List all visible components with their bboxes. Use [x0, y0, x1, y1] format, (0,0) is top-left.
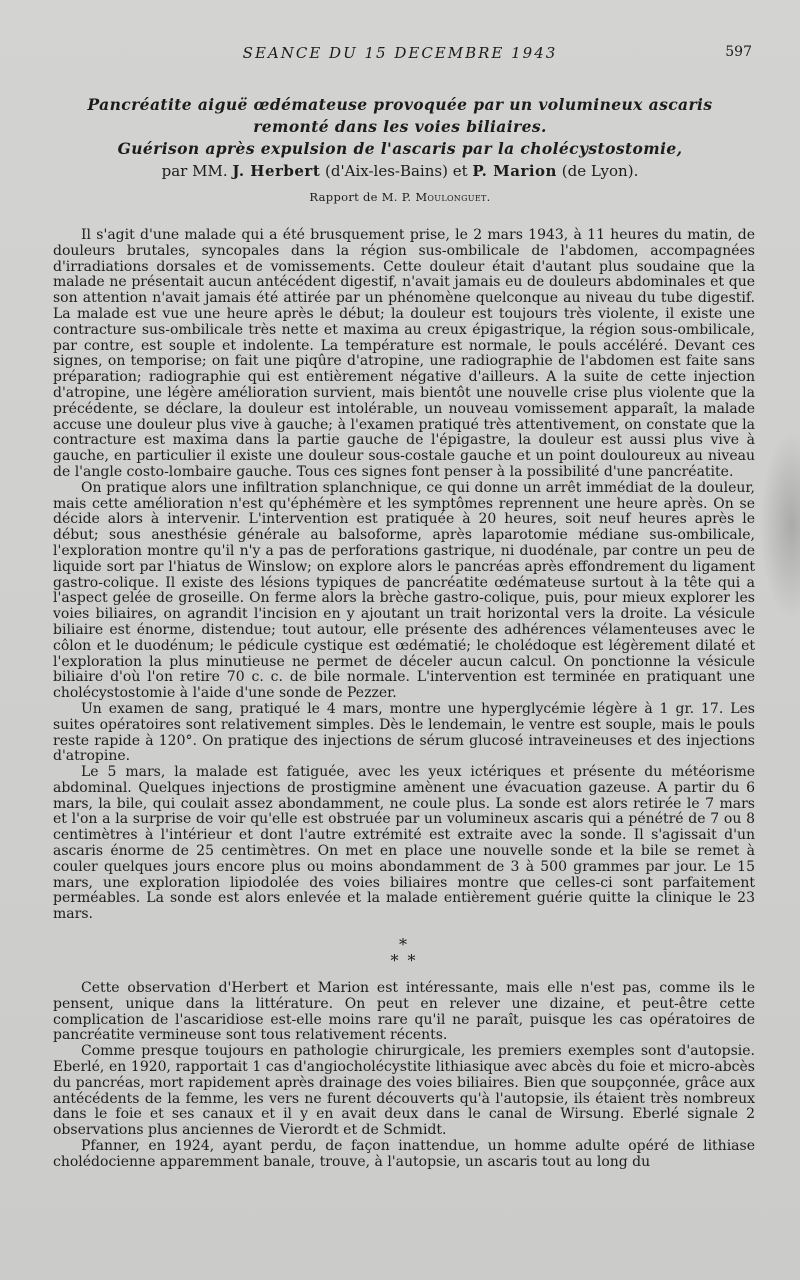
report-prefix: Rapport de M. P.	[309, 190, 412, 204]
author-2-place: (de Lyon).	[561, 162, 639, 180]
paragraph: Cette observation d'Herbert et Marion est intéressante, mais elle n'est pas, comme ils le pensent, unique dans la littérature. On peut en relever une dizaine, et peut-être cette complication de l'ascaridiose est-elle moins rare qu'il ne paraît, puisque les cas opératoires de pancréatite vermineuse sont tous relativement récents.	[53, 980, 755, 1044]
asterism-bottom: * *	[390, 951, 418, 971]
page-number: 597	[725, 44, 752, 60]
article-title-line-3: Guérison après expulsion de l'ascaris par la cholécystostomie,	[117, 139, 683, 158]
paragraph: Comme presque toujours en pathologie chirurgicale, les premiers exemples sont d'autopsie. Eberlé, en 1920, rapportait 1 cas d'angiocholécystite lithiasique avec abcès du foie et micro-abcès du pancréas, mort rapidement après drainage des voies biliaires. Bien que soupçonnée, grâce aux antécédents de la femme, les vers ne furent découverts qu'à l'autopsie, ils étaient très nombreux dans le foie et ses canaux et il y en avait deux dans le canal de Wirsung. Eberlé signale 2 observations plus anciennes de Vierordt et de Schmidt.	[53, 1043, 755, 1139]
reporter-name: Moulonguet.	[415, 190, 491, 204]
author-1-name: J. Herbert	[232, 162, 321, 180]
section-separator	[53, 937, 755, 969]
author-1-place: (d'Aix-les-Bains) et	[325, 162, 468, 180]
running-title: SEANCE DU 15 DECEMBRE 1943	[242, 44, 558, 62]
authors-prefix: par MM.	[161, 162, 228, 180]
authors-line	[60, 160, 740, 182]
asterism-top: *	[399, 935, 409, 955]
article-body	[53, 228, 755, 1171]
paragraph: Le 5 mars, la malade est fatiguée, avec les yeux ictériques et présente du météorisme abdominal. Quelques injections de prostigmine amènent une évacuation gazeuse. A partir du 6 mars, la bile, qui coulait assez abondamment, ne coule plus. La sonde est alors retirée le 7 mars et l'on a la surprise de voir qu'elle est obstruée par un volumineux ascaris qui a pénétré de 7 ou 8 centimètres à l'intérieur et dont l'autre extrémité est extraite avec la sonde. Il s'agissait d'un ascaris énorme de 25 centimètres. On met en place une nouvelle sonde et la bile se remet à couler quelques jours encore plus ou moins abondamment de 3 à 500 grammes par jour. Le 15 mars, une exploration lipiodolée des voies biliaires montre que celles-ci sont parfaitement perméables. La sonde est alors enlevée et la malade entièrement guérie quitte la clinique le 23 mars.	[53, 764, 755, 923]
article-title-line-2: remonté dans les voies biliaires.	[253, 117, 547, 136]
commentary-section	[53, 981, 755, 1171]
running-head	[0, 44, 800, 64]
paragraph: On pratique alors une infiltration splanchnique, ce qui donne un arrêt immédiat de la douleur, mais cette amélioration n'est qu'éphémère et les symptômes reprennent une heure après. On se décide alors à intervenir. L'intervention est pratiquée à 20 heures, soit neuf heures après le début; sous anesthésie générale au balsoforme, après laparotomie médiane sus-ombilicale, l'exploration montre qu'il n'y a pas de perforations gastrique, ni duodénale, par contre un peu de liquide sort par l'hiatus de Winslow; on explore alors le pancréas après effondrement du ligament gastro-colique. Il existe des lésions typiques de pancréatite œdémateuse surtout à la tête qui a l'aspect gelée de groseille. On ferme alors la brèche gastro-colique, puis, pour mieux explorer les voies biliaires, on agrandit l'incision en y ajoutant un trait horizontal vers la droite. La vésicule biliaire est énorme, distendue; tout autour, elle présente des adhérences vélamenteuses avec le côlon et le duodénum; le pédicule cystique est œdématié; le cholédoque est légèrement dilaté et l'exploration la plus minutieuse ne permet de déceler aucun calcul. On ponctionne la vésicule biliaire d'où l'on retire 70 c. c. de bile normale. L'intervention est terminée en pratiquant une cholécystostomie à l'aide d'une sonde de Pezzer.	[53, 479, 755, 702]
report-line	[60, 190, 740, 204]
paragraph: Pfanner, en 1924, ayant perdu, de façon inattendue, un homme adulte opéré de lithiase cholédocienne apparemment banale, trouve, à l'autopsie, un ascaris tout au long du	[53, 1138, 755, 1170]
article-header	[60, 94, 740, 204]
article-title-line-1: Pancréatite aiguë œdémateuse provoquée par un volumineux ascaris	[87, 95, 713, 114]
page-edge-smudge	[760, 430, 800, 620]
paragraph: Il s'agit d'une malade qui a été brusquement prise, le 2 mars 1943, à 11 heures du matin, de douleurs brutales, syncopales dans la région sus-ombilicale de l'abdomen, accompagnées d'irradiations dorsales et de vomissements. Cette douleur était d'autant plus soudaine que la malade ne présentait aucun antécédent digestif, n'avait jamais eu de douleurs abdominales et que son attention n'avait jamais été attirée par un phénomène quelconque au niveau du tube digestif. La malade est vue une heure après le début; la douleur est toujours très violente, il existe une contracture sus-ombilicale très nette et maxima au creux épigastrique, la région sous-ombilicale, par contre, est souple et indolente. La température est normale, le pouls accéléré. Devant ces signes, on temporise; on fait une piqûre d'atropine, une radiographie de l'abdomen est faite sans préparation; radiographie qui est entièrement négative d'ailleurs. A la suite de cette injection d'atropine, une légère amélioration survient, mais bientôt une nouvelle crise plus violente que la précédente, se déclare, la douleur est intolérable, un nouveau vomissement apparaît, la malade accuse une douleur plus vive à gauche; à l'examen pratiqué très attentivement, on constate que la contracture est maxima dans la partie gauche de l'épigastre, la douleur est aussi plus vive à gauche, en particulier il existe une douleur sous-costale gauche et un point douloureux au niveau de l'angle costo-lombaire gauche. Tous ces signes font penser à la possibilité d'une pancréatite.	[53, 227, 755, 480]
author-2-name: P. Marion	[472, 162, 557, 180]
paragraph: Un examen de sang, pratiqué le 4 mars, montre une hyperglycémie légère à 1 gr. 17. Les suites opératoires sont relativement simples. Dès le lendemain, le ventre est souple, mais le pouls reste rapide à 120°. On pratique des injections de sérum glucosé intraveineuses et des injections d'atropine.	[53, 700, 755, 765]
